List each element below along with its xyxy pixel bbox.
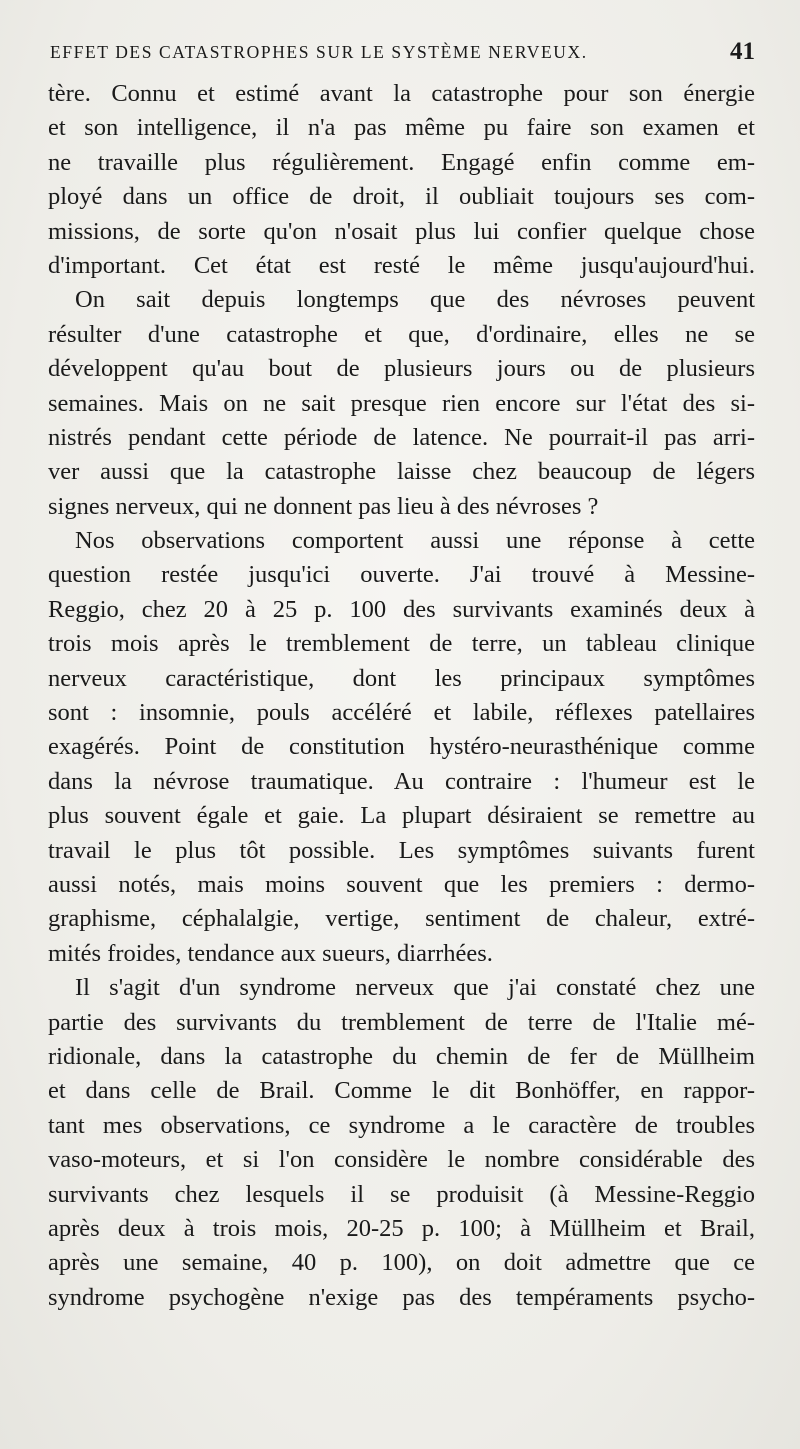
text-line: ver aussi que la catastrophe laisse chez beaucoup de légers — [48, 458, 755, 486]
text-line: mités froides, tendance aux sueurs, diarrhées. — [48, 939, 493, 967]
text-line: résulter d'une catastrophe et que, d'ordinaire, elles ne se — [48, 320, 755, 348]
text-line: et dans celle de Brail. Comme le dit Bonhöffer, en rappor- — [48, 1077, 755, 1105]
text-line: exagérés. Point de constitution hystéro-neurasthénique comme — [48, 733, 755, 761]
text-line: trois mois après le tremblement de terre, un tableau clinique — [48, 630, 755, 658]
text-line: d'important. Cet état est resté le même jusqu'aujourd'hui. — [48, 251, 755, 279]
text-line: développent qu'au bout de plusieurs jours ou de plusieurs — [48, 355, 755, 383]
text-line: ployé dans un office de droit, il oubliait toujours ses com- — [48, 183, 755, 211]
text-line: travail le plus tôt possible. Les symptômes suivants furent — [48, 836, 755, 864]
text-line: vaso-moteurs, et si l'on considère le nombre considérable des — [48, 1146, 755, 1174]
text-line: nistrés pendant cette période de latence. Ne pourrait-il pas arri- — [48, 423, 755, 451]
text-line: On sait depuis longtemps que des névroses peuvent — [75, 286, 755, 314]
text-line: missions, de sorte qu'on n'osait plus lui confier quelque chose — [48, 217, 755, 245]
text-line: tère. Connu et estimé avant la catastrophe pour son énergie — [48, 80, 755, 107]
text-line: sont : insomnie, pouls accéléré et labile, réflexes patellaires — [48, 699, 755, 727]
page-header — [50, 38, 755, 74]
page-number: 41 — [730, 38, 755, 65]
text-line: après une semaine, 40 p. 100), on doit admettre que ce — [48, 1249, 755, 1277]
text-line: question restée jusqu'ici ouverte. J'ai trouvé à Messine- — [48, 561, 755, 589]
text-line: tant mes observations, ce syndrome a le caractère de troubles — [48, 1111, 755, 1139]
text-line: dans la névrose traumatique. Au contraire : l'humeur est le — [48, 767, 755, 795]
text-line: plus souvent égale et gaie. La plupart désiraient se remettre au — [48, 802, 755, 830]
text-line: signes nerveux, qui ne donnent pas lieu à des névroses ? — [48, 492, 599, 520]
body-text — [48, 77, 755, 1315]
text-line: partie des survivants du tremblement de terre de l'Italie mé- — [48, 1008, 755, 1036]
text-line: Nos observations comportent aussi une réponse à cette — [75, 527, 755, 555]
text-line: ridionale, dans la catastrophe du chemin de fer de Müllheim — [48, 1042, 755, 1070]
text-line: graphisme, céphalalgie, vertige, sentiment de chaleur, extré- — [48, 905, 755, 933]
text-line: aussi notés, mais moins souvent que les premiers : dermo- — [48, 870, 755, 898]
text-line: après deux à trois mois, 20-25 p. 100; à Müllheim et Brail, — [48, 1214, 755, 1242]
running-title: EFFET DES CATASTROPHES SUR LE SYSTÈME NERVEUX. — [50, 42, 588, 62]
text-line: ne travaille plus régulièrement. Engagé enfin comme em- — [48, 148, 755, 176]
text-line: Reggio, chez 20 à 25 p. 100 des survivants examinés deux à — [48, 595, 755, 623]
text-line: survivants chez lesquels il se produisit (à Messine-Reggio — [48, 1180, 755, 1208]
text-line: semaines. Mais on ne sait presque rien encore sur l'état des si- — [48, 389, 755, 417]
text-line: nerveux caractéristique, dont les principaux symptômes — [48, 664, 755, 692]
text-line: syndrome psychogène n'exige pas des tempéraments psycho- — [48, 1283, 755, 1311]
text-line: et son intelligence, il n'a pas même pu faire son examen et — [48, 114, 755, 142]
text-line: Il s'agit d'un syndrome nerveux que j'ai constaté chez une — [75, 974, 755, 1002]
